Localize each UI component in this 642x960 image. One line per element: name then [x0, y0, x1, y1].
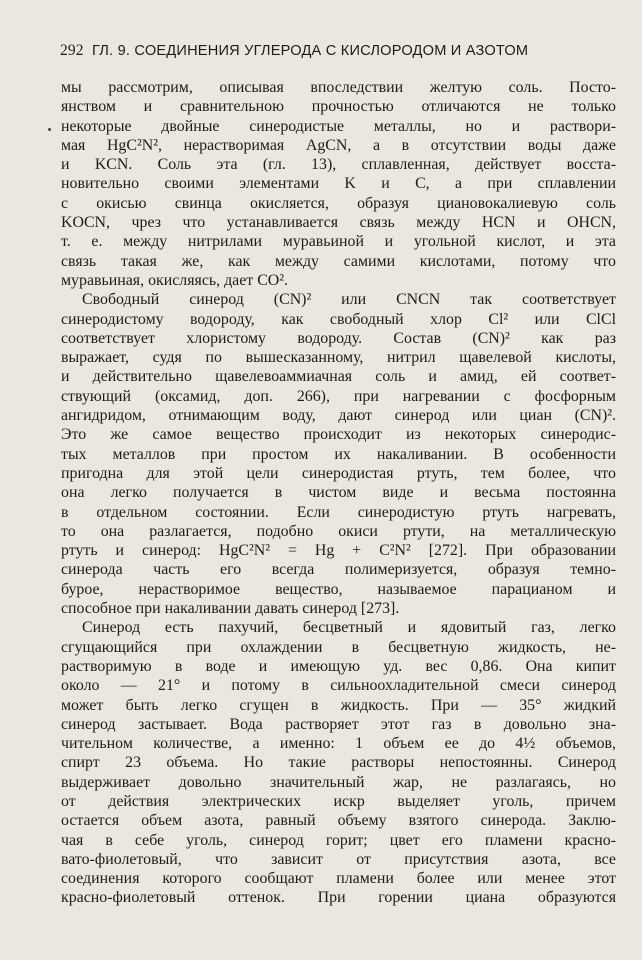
- text-line: красно-фиолетовый оттенок. При горении циана образуются: [61, 889, 616, 907]
- text-line: вато-фиолетовый, что зависит от присутствия азота, все: [61, 850, 616, 868]
- text-line: пригодна для этой цели синеродистая ртуть, тем более, что: [61, 464, 616, 482]
- page-number: 292: [60, 42, 84, 59]
- text-line: синерод застывает. Вода растворяет этот газ в довольно зна-: [61, 715, 616, 733]
- text-line: в отдельном состоянии. Если синеродистую ртуть нагревать,: [61, 503, 616, 521]
- text-line: способное при накаливании давать синерод [273].: [61, 600, 400, 618]
- text-line: тых металлов при простом их накаливании. В особенности: [61, 445, 616, 463]
- text-line: ствующий (оксамид, доп. 266), при нагревании с фосфорным: [61, 387, 616, 405]
- text-line: некоторые двойные синеродистые металлы, но и раствори-: [61, 117, 616, 135]
- text-line: бурое, нерастворимое вещество, называемое парацианом и: [61, 580, 616, 598]
- text-line: выражает, судя по вышесказанному, нитрил щавелевой кислоты,: [61, 349, 616, 367]
- text-line: мая HgC²N², нерастворимая AgCN, а в отсутствии воды даже: [61, 136, 616, 154]
- margin-dot: [48, 128, 51, 131]
- text-line: с окисью свинца окисляется, образуя циановокалиевую соль: [61, 194, 616, 212]
- text-line: KOCN, чрез что устанавливается связь между HCN и OHCN,: [61, 214, 616, 232]
- text-line: связь такая же, как между самими кислотами, потому что: [61, 252, 616, 270]
- text-line: ртуть и синерод: HgC²N² = Hg + C²N² [272]. При образовании: [61, 542, 616, 560]
- text-line: Это же самое вещество происходит из некоторых синеродис-: [61, 426, 616, 444]
- text-line: синеродистому водороду, как свободный хлор Cl² или ClCl: [61, 310, 616, 328]
- body-text: [61, 78, 616, 908]
- text-line: янством и сравнительною прочностью отличаются не только: [61, 98, 616, 116]
- text-line: мы рассмотрим, описывая впоследствии желтую соль. Посто-: [61, 79, 616, 96]
- text-line: то она разлагается, подобно окиси ртути, на металлическую: [61, 522, 616, 540]
- text-line: растворимую в воде и имеющую уд. вес 0,86. Она кипит: [61, 657, 616, 675]
- text-line: и действительно щавелевоаммиачная соль и амид, ей соответ-: [61, 368, 616, 386]
- text-line: муравьиная, окисляясь, дает CO².: [61, 271, 289, 289]
- text-line: выдерживает довольно значительный жар, не разлагаясь, но: [61, 773, 616, 791]
- text-line: новительно своими элементами K и C, а при сплавлении: [61, 175, 616, 193]
- text-line: Синерод есть пахучий, бесцветный и ядовитый газ, легко: [82, 619, 616, 637]
- text-line: от действия электрических искр выделяет уголь, причем: [61, 792, 616, 810]
- text-line: ангидридом, отнимающим воду, дают синерод или циан (CN)².: [61, 407, 616, 425]
- text-line: сгущающийся при охлаждении в бесцветную жидкость, не-: [61, 638, 616, 656]
- text-line: Свободный синерод (CN)² или CNCN так соответствует: [82, 291, 616, 309]
- text-line: соответствует хлористому водороду. Состав (CN)² как раз: [61, 329, 616, 347]
- text-line: может быть легко сгущен в жидкость. При — 35° жидкий: [61, 696, 616, 714]
- text-line: спирт 23 объема. Но такие растворы непостоянны. Синерод: [61, 754, 616, 772]
- text-line: она легко получается в чистом виде и весьма постоянна: [61, 484, 616, 502]
- text-line: около — 21° и потому в сильноохладительной смеси синерод: [61, 677, 616, 695]
- text-line: остается объем азота, равный объему взятого синерода. Заклю-: [61, 812, 616, 830]
- running-header: [60, 42, 620, 60]
- text-line: и KCN. Соль эта (гл. 13), сплавленная, действует восста-: [61, 156, 616, 174]
- text-line: чительном количестве, а именно: 1 объем ее до 4½ объемов,: [61, 735, 616, 753]
- text-line: чая в себе уголь, синерод горит; цвет его пламени красно-: [61, 831, 616, 849]
- text-line: синерода часть его всегда полимеризуется, образуя темно-: [61, 561, 616, 579]
- text-line: т. е. между нитрилами муравьиной и угольной кислот, и эта: [61, 233, 616, 251]
- chapter-title: ГЛ. 9. СОЕДИНЕНИЯ УГЛЕРОДА С КИСЛОРОДОМ И АЗОТОМ: [92, 43, 529, 59]
- text-line: соединения которого сообщают пламени более или менее этот: [61, 870, 616, 888]
